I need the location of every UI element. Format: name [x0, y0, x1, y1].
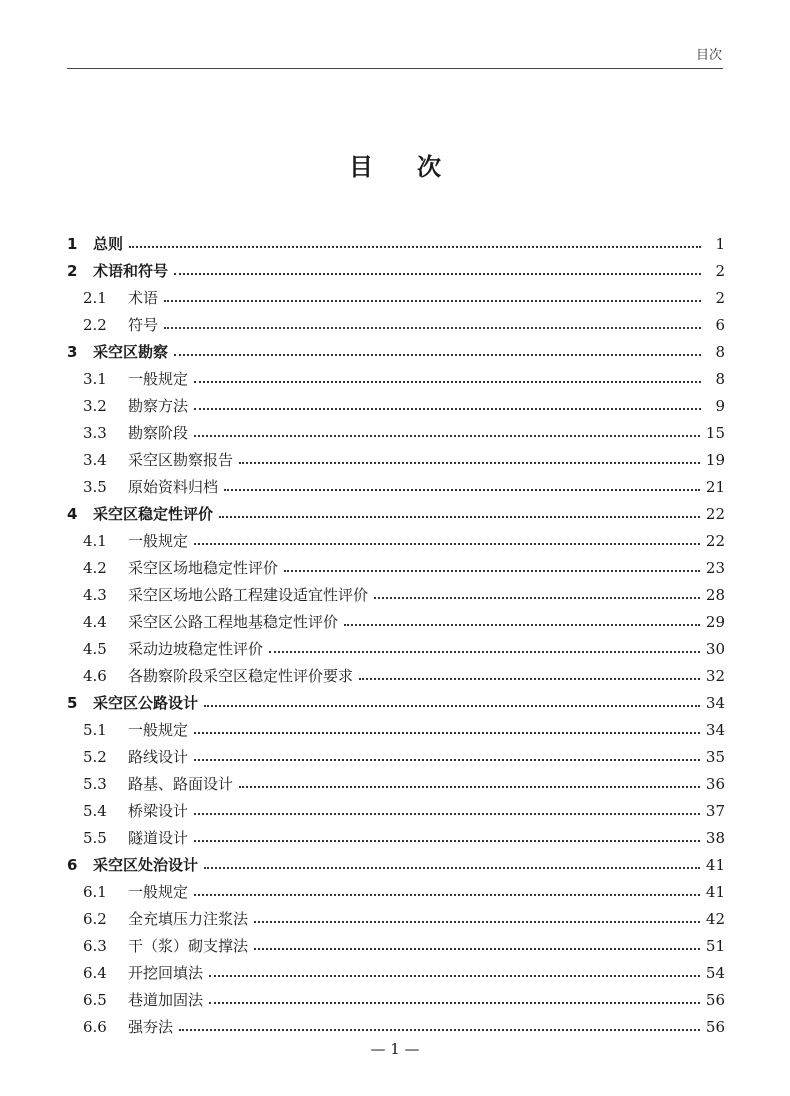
toc-entry-page: 2 — [715, 261, 725, 280]
toc-entry[interactable] — [67, 527, 725, 554]
dot-leader — [209, 974, 700, 977]
toc-entry-page: 51 — [705, 936, 725, 955]
dot-leader — [269, 650, 700, 653]
toc-entry-label: 术语 — [128, 289, 159, 307]
toc-entry-label: 干（浆）砌支撑法 — [128, 937, 249, 955]
toc-entry-label: 巷道加固法 — [128, 991, 204, 1009]
toc-entry-page: 41 — [705, 882, 725, 901]
toc-entry[interactable] — [67, 500, 725, 527]
toc-entry-number: 2.2 — [83, 315, 107, 334]
dot-leader — [254, 947, 700, 950]
toc-entry-number: 5.5 — [83, 828, 107, 847]
toc-entry[interactable] — [67, 446, 725, 473]
toc-entry-label: 采空区场地公路工程建设适宜性评价 — [128, 586, 369, 604]
toc-entry-page: 35 — [705, 747, 725, 766]
dot-leader — [194, 893, 700, 896]
toc-entry-number: 5.4 — [83, 801, 107, 820]
toc-entry-label: 采空区稳定性评价 — [93, 505, 214, 523]
toc-entry-number: 3.2 — [83, 396, 107, 415]
dot-leader — [174, 272, 701, 275]
toc-entry-number: 4.2 — [83, 558, 107, 577]
toc-entry-page: 56 — [705, 990, 725, 1009]
running-header: 目次 — [695, 48, 722, 63]
dot-leader — [164, 299, 701, 302]
toc-entry-page: 6 — [715, 315, 725, 334]
toc-entry-page: 1 — [715, 234, 725, 253]
toc-entry-page: 8 — [715, 342, 725, 361]
toc-entry-label: 术语和符号 — [93, 262, 169, 280]
toc-entry-label: 勘察阶段 — [128, 424, 189, 442]
toc-entry[interactable] — [67, 392, 725, 419]
toc-entry-number: 4.1 — [83, 531, 107, 550]
toc-entry-label: 采空区勘察 — [93, 343, 169, 361]
toc-entry-page: 19 — [705, 450, 725, 469]
toc-entry-number: 5.2 — [83, 747, 107, 766]
toc-entry-number: 3.3 — [83, 423, 107, 442]
dot-leader — [194, 380, 701, 383]
toc-entry-page: 34 — [705, 693, 725, 712]
toc-entry-page: 22 — [705, 504, 725, 523]
dot-leader — [204, 866, 700, 869]
dot-leader — [194, 542, 700, 545]
toc-entry-page: 41 — [705, 855, 725, 874]
toc-entry[interactable] — [67, 1013, 725, 1040]
toc-entry-label: 强夯法 — [128, 1018, 174, 1036]
dot-leader — [239, 461, 700, 464]
toc-entry[interactable] — [67, 311, 725, 338]
toc-entry[interactable] — [67, 770, 725, 797]
toc-entry-label: 一般规定 — [128, 721, 189, 739]
toc-entry-label: 采空区场地稳定性评价 — [128, 559, 279, 577]
toc-entry[interactable] — [67, 851, 725, 878]
toc-entry-page: 9 — [715, 396, 725, 415]
toc-entry-number: 2.1 — [83, 288, 107, 307]
toc-entry[interactable] — [67, 338, 725, 365]
toc-entry-number: 4.6 — [83, 666, 107, 685]
header-divider — [67, 68, 723, 69]
toc-entry-page: 37 — [705, 801, 725, 820]
toc-entry-label: 全充填压力注浆法 — [128, 910, 249, 928]
toc-entry-page: 36 — [705, 774, 725, 793]
dot-leader — [284, 569, 700, 572]
toc-entry-number: 2 — [67, 261, 78, 280]
dot-leader — [204, 704, 700, 707]
toc-entry-label: 一般规定 — [128, 532, 189, 550]
toc-entry-page: 56 — [705, 1017, 725, 1036]
toc-entry-number: 6.6 — [83, 1017, 107, 1036]
toc-entry-number: 5.3 — [83, 774, 107, 793]
toc-entry[interactable] — [67, 824, 725, 851]
toc-entry-page: 22 — [705, 531, 725, 550]
toc-entry-page: 42 — [705, 909, 725, 928]
toc-entry-label: 采动边坡稳定性评价 — [128, 640, 264, 658]
toc-entry[interactable] — [67, 743, 725, 770]
toc-entry-label: 采空区处治设计 — [93, 856, 199, 874]
toc-entry-page: 38 — [705, 828, 725, 847]
toc-entry-page: 21 — [705, 477, 725, 496]
toc-entry[interactable] — [67, 554, 725, 581]
toc-entry-label: 原始资料归档 — [128, 478, 219, 496]
dot-leader — [359, 677, 700, 680]
toc-entry-number: 5 — [67, 693, 78, 712]
page-number: — 1 — — [370, 1040, 420, 1058]
dot-leader — [194, 839, 700, 842]
toc-entry[interactable] — [67, 473, 725, 500]
toc-entry-number: 1 — [67, 234, 78, 253]
dot-leader — [194, 758, 700, 761]
dot-leader — [254, 920, 700, 923]
toc-entry-page: 29 — [705, 612, 725, 631]
toc-entry-label: 采空区勘察报告 — [128, 451, 234, 469]
toc-entry[interactable] — [67, 797, 725, 824]
table-of-contents — [67, 230, 725, 1040]
toc-entry[interactable] — [67, 689, 725, 716]
dot-leader — [179, 1028, 700, 1031]
toc-entry-page: 34 — [705, 720, 725, 739]
toc-entry[interactable] — [67, 986, 725, 1013]
toc-entry-page: 8 — [715, 369, 725, 388]
toc-entry-label: 采空区公路设计 — [93, 694, 199, 712]
toc-entry[interactable] — [67, 581, 725, 608]
toc-entry-label: 勘察方法 — [128, 397, 189, 415]
toc-entry-number: 6.3 — [83, 936, 107, 955]
toc-entry-number: 3.5 — [83, 477, 107, 496]
toc-entry[interactable] — [67, 878, 725, 905]
toc-entry-page: 54 — [705, 963, 725, 982]
toc-entry-label: 开挖回填法 — [128, 964, 204, 982]
toc-entry[interactable] — [67, 365, 725, 392]
dot-leader — [164, 326, 701, 329]
toc-entry[interactable] — [67, 662, 725, 689]
toc-entry-label: 桥梁设计 — [128, 802, 189, 820]
toc-entry[interactable] — [67, 608, 725, 635]
toc-entry-page: 30 — [705, 639, 725, 658]
toc-entry-label: 路线设计 — [128, 748, 189, 766]
toc-entry-number: 4.4 — [83, 612, 107, 631]
toc-entry-number: 3.4 — [83, 450, 107, 469]
toc-entry-page: 23 — [705, 558, 725, 577]
toc-entry[interactable] — [67, 635, 725, 662]
toc-entry-label: 采空区公路工程地基稳定性评价 — [128, 613, 339, 631]
toc-entry-page: 15 — [705, 423, 725, 442]
toc-entry-label: 隧道设计 — [128, 829, 189, 847]
toc-entry[interactable] — [67, 284, 725, 311]
toc-entry-label: 路基、路面设计 — [128, 775, 234, 793]
toc-entry-number: 3.1 — [83, 369, 107, 388]
toc-entry[interactable] — [67, 257, 725, 284]
toc-entry-label: 一般规定 — [128, 883, 189, 901]
toc-entry[interactable] — [67, 959, 725, 986]
toc-entry-page: 28 — [705, 585, 725, 604]
dot-leader — [209, 1001, 700, 1004]
toc-entry-page: 32 — [705, 666, 725, 685]
toc-entry[interactable] — [67, 905, 725, 932]
dot-leader — [129, 245, 701, 248]
toc-entry-number: 6.4 — [83, 963, 107, 982]
toc-entry-label: 符号 — [128, 316, 159, 334]
dot-leader — [219, 515, 700, 518]
dot-leader — [194, 407, 701, 410]
toc-entry-number: 3 — [67, 342, 78, 361]
toc-entry-number: 4.3 — [83, 585, 107, 604]
toc-entry[interactable] — [67, 716, 725, 743]
dot-leader — [239, 785, 700, 788]
toc-entry-label: 总则 — [93, 235, 124, 253]
toc-entry[interactable] — [67, 230, 725, 257]
toc-entry-page: 2 — [715, 288, 725, 307]
toc-entry-number: 6.2 — [83, 909, 107, 928]
page-title: 目次 — [349, 153, 485, 181]
toc-entry-number: 6.1 — [83, 882, 107, 901]
dot-leader — [374, 596, 700, 599]
toc-entry[interactable] — [67, 932, 725, 959]
toc-entry-number: 4 — [67, 504, 78, 523]
toc-entry-number: 6.5 — [83, 990, 107, 1009]
dot-leader — [344, 623, 700, 626]
toc-entry-label: 各勘察阶段采空区稳定性评价要求 — [128, 667, 354, 685]
toc-entry-label: 一般规定 — [128, 370, 189, 388]
dot-leader — [194, 434, 700, 437]
dot-leader — [194, 812, 700, 815]
toc-entry-number: 4.5 — [83, 639, 107, 658]
dot-leader — [174, 353, 701, 356]
toc-entry[interactable] — [67, 419, 725, 446]
dot-leader — [224, 488, 700, 491]
toc-entry-number: 6 — [67, 855, 78, 874]
toc-entry-number: 5.1 — [83, 720, 107, 739]
dot-leader — [194, 731, 700, 734]
